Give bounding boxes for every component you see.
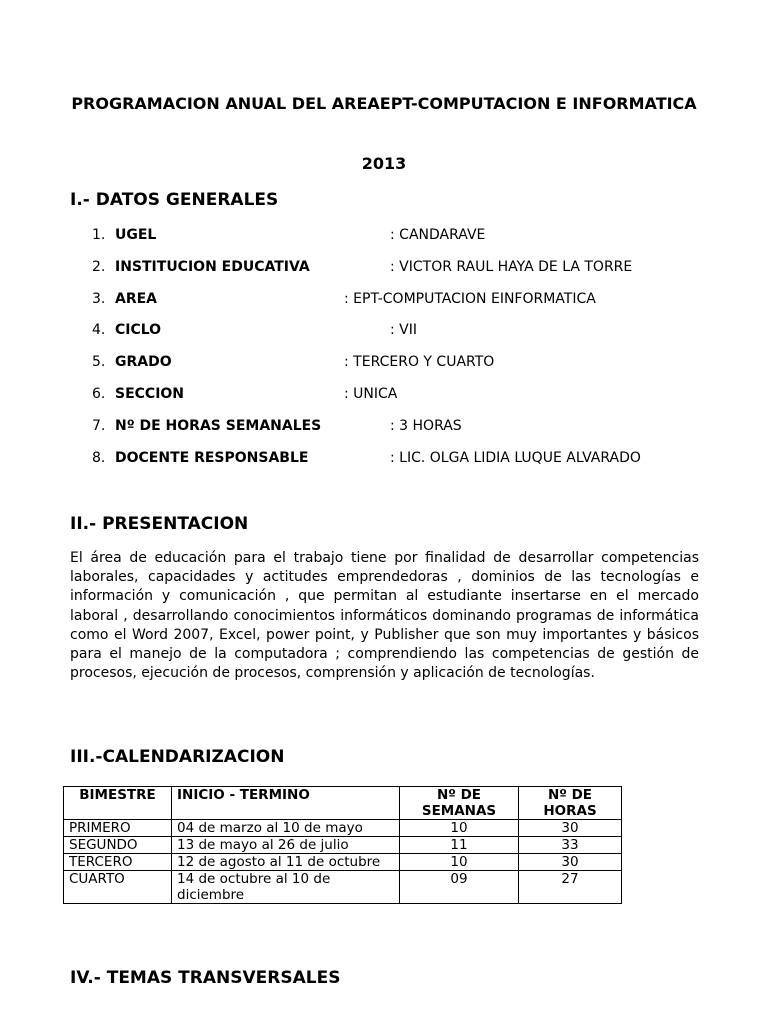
cell-horas: 30 xyxy=(519,820,622,837)
table-header-row xyxy=(64,787,622,820)
list-item-label: UGEL xyxy=(115,227,157,243)
section-heading-temas-transversales: IV.- TEMAS TRANSVERSALES xyxy=(70,968,341,988)
list-item-value: : LIC. OLGA LIDIA LUQUE ALVARADO xyxy=(390,450,641,466)
list-item-value: : EPT-COMPUTACION EINFORMATICA xyxy=(344,291,596,307)
list-item-value: : VII xyxy=(390,322,418,338)
calendar-table xyxy=(63,786,622,904)
list-item-number: 2. xyxy=(92,259,106,275)
cell-semanas: 11 xyxy=(400,837,519,854)
column-header-semanas: Nº DE SEMANAS xyxy=(400,787,519,820)
list-item xyxy=(0,418,768,438)
list-item-number: 5. xyxy=(92,354,106,370)
cell-bimestre: SEGUNDO xyxy=(64,837,172,854)
list-item xyxy=(0,227,768,247)
column-header-horas: Nº DE HORAS xyxy=(519,787,622,820)
list-item xyxy=(0,354,768,374)
list-item xyxy=(0,291,768,311)
list-item-number: 6. xyxy=(92,386,106,402)
section-heading-datos-generales: I.- DATOS GENERALES xyxy=(70,190,279,210)
list-item-number: 1. xyxy=(92,227,106,243)
table-row xyxy=(64,820,622,837)
cell-periodo: 12 de agosto al 11 de octubre xyxy=(172,854,400,871)
cell-horas: 30 xyxy=(519,854,622,871)
list-item-value: : TERCERO Y CUARTO xyxy=(344,354,495,370)
cell-horas: 33 xyxy=(519,837,622,854)
column-header-inicio-termino: INICIO - TERMINO xyxy=(172,787,400,820)
cell-semanas: 10 xyxy=(400,820,519,837)
cell-bimestre: TERCERO xyxy=(64,854,172,871)
list-item-value: : 3 HORAS xyxy=(390,418,462,434)
list-item-label: Nº DE HORAS SEMANALES xyxy=(115,418,322,434)
list-item xyxy=(0,322,768,342)
list-item-value: : UNICA xyxy=(344,386,398,402)
cell-semanas: 09 xyxy=(400,871,519,904)
list-item-label: GRADO xyxy=(115,354,172,370)
column-header-bimestre: BIMESTRE xyxy=(64,787,172,820)
list-item-number: 8. xyxy=(92,450,106,466)
cell-bimestre: PRIMERO xyxy=(64,820,172,837)
table-row xyxy=(64,837,622,854)
cell-periodo: 04 de marzo al 10 de mayo xyxy=(172,820,400,837)
document-title: PROGRAMACION ANUAL DEL AREAEPT-COMPUTACION E INFORMATICA xyxy=(71,94,697,113)
section-heading-calendarizacion: III.-CALENDARIZACION xyxy=(70,747,285,767)
cell-periodo: 13 de mayo al 26 de julio xyxy=(172,837,400,854)
table-row xyxy=(64,854,622,871)
table-row xyxy=(64,871,622,904)
list-item-number: 3. xyxy=(92,291,106,307)
cell-horas: 27 xyxy=(519,871,622,904)
cell-periodo: 14 de octubre al 10 de diciembre xyxy=(172,871,400,904)
list-item-label: DOCENTE RESPONSABLE xyxy=(115,450,309,466)
list-item-label: INSTITUCION EDUCATIVA xyxy=(115,259,310,275)
cell-semanas: 10 xyxy=(400,854,519,871)
cell-bimestre: CUARTO xyxy=(64,871,172,904)
list-item-label: AREA xyxy=(115,291,158,307)
list-item-value: : VICTOR RAUL HAYA DE LA TORRE xyxy=(390,259,633,275)
list-item-value: : CANDARAVE xyxy=(390,227,486,243)
section-heading-presentacion: II.- PRESENTACION xyxy=(70,514,249,534)
document-year: 2013 xyxy=(361,154,407,173)
presentacion-paragraph: El área de educación para el trabajo tiene por finalidad de desarrollar competencias laborales, capacidades y actitudes emprendedoras , dominios de las tecnologías e información y comunicación , que permitan al estudiante insertarse en el mercado laboral , desarrollando conocimientos informáticos dominando programas de informática como el Word 2007, Excel, power point, y Publisher que son muy importantes y básicos para el manejo de la computadora ; comprendiendo las competencias de gestión de procesos, ejecución de procesos, comprensión y aplicación de tecnologías. xyxy=(70,550,699,682)
list-item-number: 4. xyxy=(92,322,106,338)
list-item xyxy=(0,386,768,406)
list-item-label: SECCION xyxy=(115,386,185,402)
list-item xyxy=(0,450,768,470)
list-item-label: CICLO xyxy=(115,322,162,338)
list-item-number: 7. xyxy=(92,418,106,434)
list-item xyxy=(0,259,768,279)
